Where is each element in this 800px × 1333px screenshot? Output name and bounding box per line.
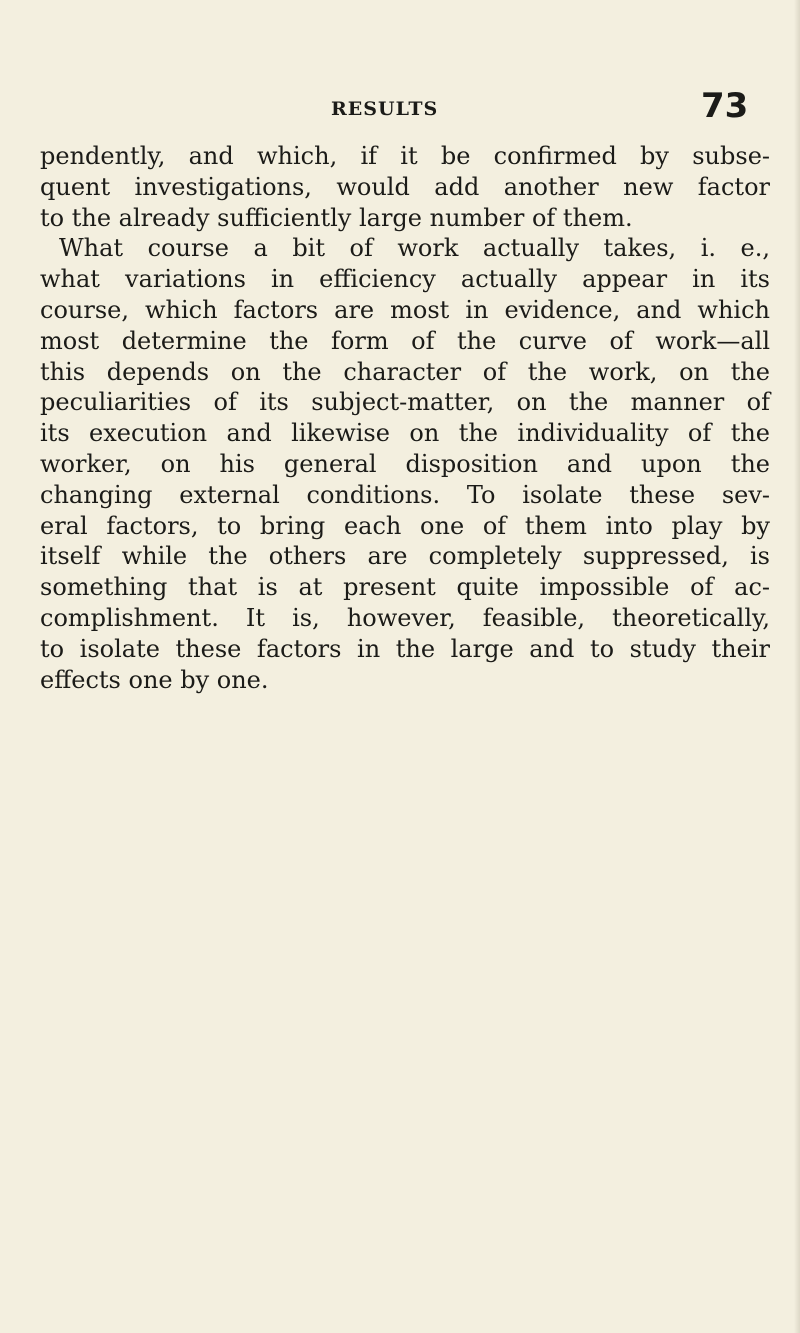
text-line: complishment. It is, however, feasible, theoretically, [40,603,770,632]
text-line: most determine the form of the curve of work—all [40,326,770,355]
running-title: RESULTS [331,98,439,120]
paragraph-start-line: What course a bit of work actually takes, i. e., [59,234,770,263]
text-line: this depends on the character of the work, on the [40,357,770,386]
text-line: what variations in efficiency actually appear in its [40,265,770,294]
text-line: its execution and likewise on the individuality of the [40,419,770,448]
text-line: eral factors, to bring each one of them into play by [40,511,770,540]
page-number: 73 [701,86,749,126]
text-line: to the already sufficiently large number of them. [40,203,633,232]
text-line: itself while the others are completely suppressed, is [40,542,770,571]
text-line: changing external conditions. To isolate these sev- [40,480,770,509]
text-line: worker, on his general disposition and upon the [40,449,770,478]
text-line: course, which factors are most in evidence, and which [40,295,770,324]
text-line: something that is at present quite impossible of ac- [40,573,770,602]
text-line: effects one by one. [40,665,269,694]
text-line: quent investigations, would add another new factor [40,172,770,201]
text-line: to isolate these factors in the large and to study their [40,634,770,663]
running-head [0,86,800,130]
body-text [40,141,770,695]
page-edge-shadow [794,0,800,1333]
text-line: peculiarities of its subject-matter, on the manner of [40,388,770,417]
text-line: pendently, and which, if it be confirmed by subse- [40,142,770,170]
